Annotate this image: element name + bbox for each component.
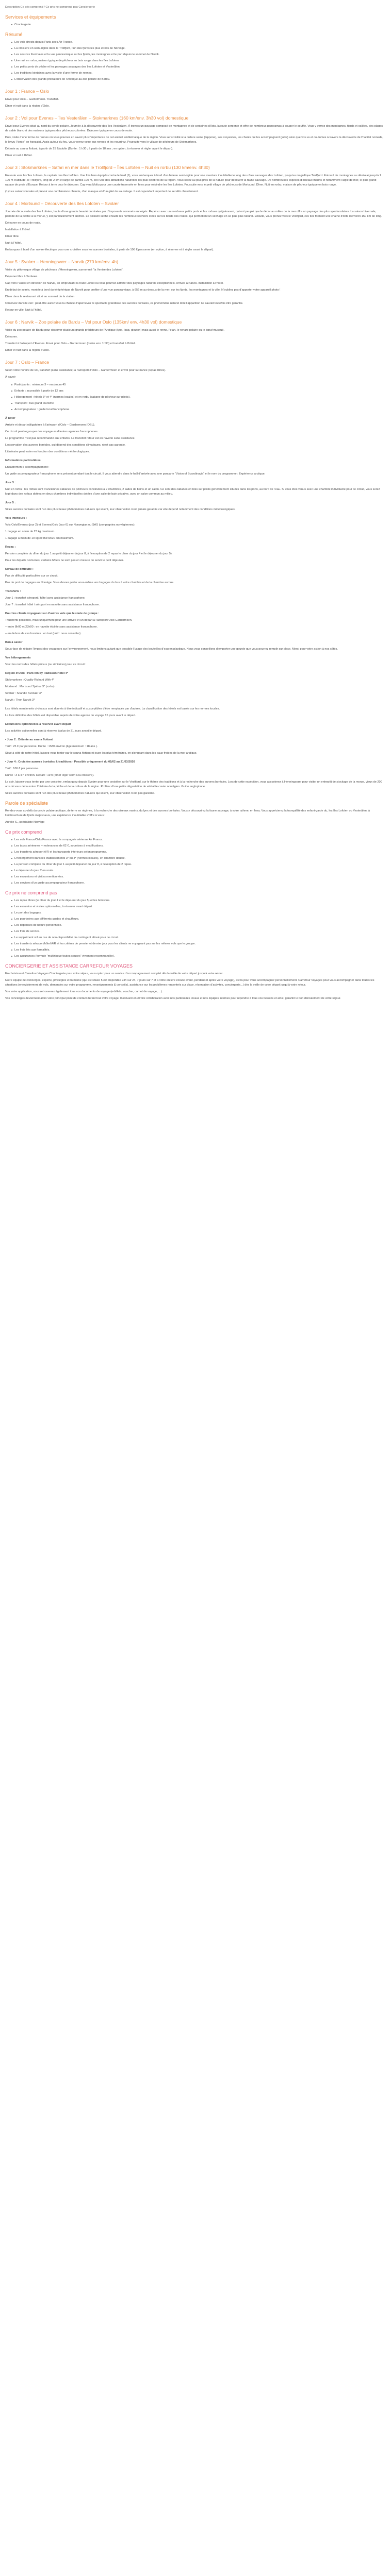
exclus-item: Les transferts aéroport/hôtel A/R et les critères de premier et dernier jour pour les clients ne voyageant pas sur les mêmes vols que le groupe. — [11, 942, 386, 946]
detail-paragraph: Pas de difficulté particulière sur ce circuit. — [5, 574, 58, 578]
exclus-item: Le supplément vol en cas de non-disponibilité du contingent alloué pour ce circuit. — [11, 936, 386, 940]
day-paragraph: Retour en ville. Nuit à l’hôtel. — [5, 309, 42, 312]
resume-item: Les petits ports de pêche et les paysages sauvages des îles Lofoten et Vesterålen. — [11, 65, 386, 70]
day-paragraph: Nuit à l’hôtel. — [5, 242, 22, 245]
day-title: Jour 7 : Oslo – France — [5, 360, 50, 365]
detail-paragraph: Tarif : 106 € par personne. — [5, 767, 39, 770]
detail-title: Repas : — [5, 546, 16, 549]
resume-item: Les sources thermales et la vue panoramique sur les fjords, les montagnes et le port depuis le sommet de Narvik. — [11, 53, 386, 57]
resume-title: Résumé — [5, 32, 23, 37]
detail-paragraph: L’observation des aurores boréales, qui dépend des conditions climatiques, n’est pas garantie. — [5, 444, 126, 447]
inclus-item: Les services d’un guide accompagnateur francophone. — [11, 881, 386, 886]
page — [0, 0, 391, 1013]
exclus-item: Les dépenses de nature personnelle. — [11, 923, 386, 928]
detail-paragraph: L’itinéraire peut varier en fonction des conditions météorologiques. — [5, 450, 90, 453]
detail-paragraph: 1 bagage à main de 10 kg et 55x40x20 cm maximum. — [5, 537, 74, 540]
details-section — [5, 416, 386, 796]
day-paragraph: Dîner dans le restaurant situé au sommet de la station. — [5, 295, 75, 298]
concierge-paragraph: Vos concierges deviennent alors votre principal point de contact durant tout votre voyage. Inscrivant en étroite collaboration avec nos partenaires locaux et nos équipes internes pour répondre à tous vos besoins et ainsi, garantir le bon déroulement de votre séjour. — [5, 997, 341, 1000]
detail-block — [5, 656, 386, 667]
parole-block — [5, 809, 386, 825]
info-list — [11, 383, 386, 412]
concierge-paragraph: En choisissant Carrefour Voyages Conciergerie pour votre séjour, vous optez pour un service d’accompagnement complet dès la veille de votre départ jusqu’à votre retour. — [5, 972, 223, 975]
inclus-title: Ce prix comprend — [5, 829, 42, 835]
detail-title: Vos hébergements — [5, 656, 31, 659]
info-item: Enfants : accessible à partir de 12 ans — [11, 389, 386, 394]
resume-list — [11, 40, 386, 82]
day-block — [5, 200, 386, 252]
day-title: Jour 6 : Narvik – Zoo polaire de Bardu – Vol pour Oslo (135km/ env. 4h30 vol) domestique — [5, 319, 182, 325]
detail-title: Jour 3 : — [5, 481, 16, 484]
day-paragraph: En début de soirée, montée à bord du téléphérique de Narvik pour profiter d’une vue panoramique, à 656 m au-dessus de la mer, sur les fjords, les montagnes et la ville. N’oubliez pas d’apporter votre appareil photo ! — [5, 289, 281, 292]
day-paragraph: Selon votre horaire de vol, transfert (sans assistance) à l’aéroport d’Oslo – Gardermoen et envol pour la France (repas libres). — [5, 369, 166, 372]
services-title: Services et équipements — [5, 14, 56, 20]
detail-paragraph: Tarif : 25 € par personne. Durée : 1h30 environ (âge minimum : 18 ans ). — [5, 745, 98, 748]
detail-paragraph: Si les aurores boréales sont l’un des plus beaux phénomènes naturels qui soient, leur observation n’est pas garantie. — [5, 792, 155, 795]
resume-item: Une nuit en rorbu, maison typique de pêcheur en bois rouge dans les îles Lofoten. — [11, 59, 386, 63]
exclus-item: Les assurances (formule “multirisque toutes causes” vivement recommandée). — [11, 954, 386, 959]
day-paragraph: En route vers les îles Lofoten, la capitale des îles Lofoten. Une fois bien équipés contre le froid (1), vous embarquez à bord d’un bateau semi-rigide pour une aventure inoubliable le long des côtes sauvages des Lofoten, jusqu’au magnifique Trollfjord. Entouré de montagnes au dénivelé jusqu’à 1 100 m d’altitude, le Trollfjord, long de 2 km et large de parfois 100 m, est l’une des attractions naturelles les plus célèbres de la région. Vous serez au plus près de la nature pour découvrir la faune sauvage. De nombreuses espèces d’oiseaux marins et notamment l’aigle de mer, le plus grand rapace de proie d’Europe. Retour à terre pour le déjeuner. Cap vers Moltu pour une courte traversée en ferry pour rejoindre les îles Lofoten. Poursuite vers le petit village de pêcheurs de Mortsund. Dîner. Nuit en rorbu, maison de pêcheur typique en bois rouge. — [5, 174, 381, 187]
info-item: Participants : minimum 3 – maximum 45 — [11, 383, 386, 387]
day-block — [5, 115, 386, 158]
day-paragraph: Puis, visite d’une ferme de rennes où vous pourrez en savoir plus l’importance de cet animal emblématique de la région. Vous serez initié à la culture same (lappone), ses croyances, les chants qui les accompagnent (joiks) ainsi que vos us et coutumes à travers la découverte de l’habitat nomade, le lavvu (“tente” en français). Assis autour du feu, vous verrez votre eux rennes et les nourrirez. Poursuite vers le village de pêcheurs de Stokmarknes. — [5, 136, 383, 144]
detail-paragraph: Pension complète du dîner du jour 1 au petit déjeuner du jour 8, à l’exception de 2 repas le dîner du jour 4 et le déjeuner du jour 5). — [5, 552, 173, 555]
concierge-paragraph: Notre équipe de concierges, experte, privilégiée et humaine (qui est située 5 est disponible 24h sur 24, 7 jours sur 7 et a votre entière écoute avant, pendant et après votre voyage), est là pour vous accompagner personnellement. Carrefour Voyages pour vous accompagner dans toutes les situations (enregistrement de vols, demandes sur votre programme, renseignements & conseils), assistance sur les problèmes rencontrés sur place, réservation d’activités, conciergerie...) dès la veille de votre départ jusqu’à votre retour. — [5, 979, 374, 987]
exclus-item: Les frais liés aux formalités. — [11, 948, 386, 953]
parole-paragraph: Aurelie S., spécialiste Norvège — [5, 821, 45, 824]
detail-block — [5, 516, 386, 541]
detail-paragraph: Jour 1 : transfert aéroport / hôtel avec assistance francophone. — [5, 597, 86, 600]
detail-paragraph: Jour 7 : transfert hôtel / aéroport en navette sans assistance francophone. — [5, 603, 100, 606]
detail-title: Bon à savoir — [5, 641, 23, 644]
concierge-block — [5, 972, 386, 1001]
detail-paragraph: Ce circuit peut regrouper des voyageurs d’autres agences francophones. — [5, 430, 99, 433]
detail-paragraph: Transferts possibles, mais uniquement pour une arrivée et un départ à l’aéroport Oslo Gardermoen. — [5, 619, 133, 622]
services-list — [11, 23, 386, 27]
resume-item: L’observation des grands prédateurs de l’Arctique au zoo polaire de Bardu. — [11, 77, 386, 82]
day-paragraph: Déjeuner en cours de route. — [5, 222, 41, 225]
detail-paragraph: Mortsund : Mortsund Sjøhus 3* (rorbu) — [5, 685, 55, 688]
detail-block — [5, 589, 386, 607]
day-title: Jour 3 : Stokmarknes – Safari en mer dans le Trollfjord – Îles Lofoten – Nuit en rorbu (130 km/env. 4h30) — [5, 165, 210, 170]
detail-title: • Jour 2 : Détente au sauna flottant — [5, 738, 53, 741]
day-block — [5, 319, 386, 353]
day-paragraph: Observez dans le ciel : peut-être aurez vous la chance d’apercevoir le spectacle grandiose des aurores boréales, ce phénomène naturel dont l’apparition ne saurait toutefois être garantie. — [5, 302, 243, 305]
day-paragraph: Déjeuner libre à Svolvær. — [5, 275, 38, 278]
day-paragraph: Envol pour Evenes situé au nord du cercle polaire. Journée à la découverte des îles Vesterålen. À travers un paysage composé de montagnes et de centaines d’îlots, la route serpente et offre de nombreux panoramas à couper le souffle. Vous y verrez des montagnes, fjords et vallées, des plages de sable blanc et des maisons typiques des pêcheurs colorées. Déjeuner typique en cours de route. — [5, 125, 383, 132]
detail-title: Transferts : — [5, 590, 21, 593]
detail-paragraph: Situé à côté de notre hôtel, laissez-vous tenter par le sauna flottant et jouer les plus téméraires, en plongeant dans les eaux froides de la mer arctique. — [5, 752, 198, 755]
day-paragraph: Visite du pittoresque village de pêcheurs d’Henningsvær, surnommé “la Venise des Lofoten”. — [5, 268, 124, 272]
detail-paragraph: Stokmarknes : Quality Richard With 4* — [5, 679, 55, 682]
detail-block — [5, 671, 386, 703]
day-block — [5, 164, 386, 194]
day-paragraph: Dîner et nuit dans la région d’Oslo. — [5, 349, 50, 352]
detail-block — [5, 707, 386, 718]
detail-paragraph: Nuit en rorbu : les rorbus sont d’anciennes cabanes de pêcheurs construites à 2 chambres, 2 salles de bains et un salon. Ce sont des cabanes en bois sur pilotis généralement situées dans les ports, au bord de l’eau. Si vous êtes venus avec une chambre individuelle pour ce circuit, vous serez logé dans des rorbus dotées en deux chambres individuelles dotées d’une salle de bain privative, avec un salon commun au milieu. — [5, 488, 380, 496]
detail-paragraph: – entre 8h00 et 23h00 : en navette étoilée sans assistance francophone. — [5, 625, 98, 629]
inclus-item: Les taxes aériennes + redevances de 62 €, soumises à modifications. — [11, 844, 386, 849]
inclus-item: La pension complète du dîner du jour 1 au petit déjeuner du jour 8, à l’exception de 2 repas. — [11, 862, 386, 867]
inclus-item: Les excursions et visites mentionnées. — [11, 875, 386, 879]
detail-paragraph: Pas de port de bagages en Norvège. Vous devrez porter vous-même vos bagages du bus à votre chambre et de la chambre au bus. — [5, 581, 174, 584]
detail-title: Niveau de difficulté : — [5, 568, 34, 571]
detail-block — [5, 640, 386, 652]
detail-block — [5, 501, 386, 512]
day-paragraph: Visite du zoo polaire de Bardu pour observer plusieurs grands prédateurs de l’Arctique (lynx, loup, glouton) mais aussi le renne, l’élan, le renard polaire ou le bœuf musqué. — [5, 329, 224, 332]
day-paragraph: Cap vers l’Ouest en direction de Narvik, en empruntant la route Lofast où vous pourrez admirer des paysages naturels exceptionnels. Arrivée à Narvik. Installation à l’hôtel. — [5, 282, 224, 285]
detail-title: Jour 5 : — [5, 501, 16, 504]
detail-paragraph: Un guide accompagnateur francophone sera présent pendant tout le circuit. Il vous attendra dans le hall d’arrivée avec une pancarte “Vision of Scandinavia” et le nom du programme : Expérience arctique. — [5, 472, 266, 476]
detail-paragraph: Encadrement / accompagnement : — [5, 466, 50, 469]
day-paragraph: À savoir — [5, 376, 16, 379]
detail-block — [5, 567, 386, 585]
inclus-item: Les vols France/Oslo/France avec la compagnie aérienne Air France. — [11, 838, 386, 842]
exclus-item: Les excursion et visites optionnelles, à réserver avant départ. — [11, 905, 386, 909]
day-title: Jour 2 : Vol pour Evenes – Îles Vesterålen – Stokmarknes (160 km/env. 3h30 vol) domestique — [5, 115, 189, 121]
resume-item: La croisière en semi-rigide dans le Trollfjord, l’un des fjords les plus étroits de Norvège. — [11, 46, 386, 51]
detail-paragraph: Svolær : Scandic Svolvær 3* — [5, 692, 42, 695]
detail-title: Région d’Oslo : Park Inn by Radisson Hotel 4* — [5, 672, 69, 675]
service-item: Conciergerie — [11, 23, 386, 27]
exclus-title: Ce prix ne comprend pas — [5, 890, 57, 895]
detail-block — [5, 722, 386, 734]
detail-paragraph: – en dehors de ces horaires : en taxi (tarif : nous consulter). — [5, 632, 82, 635]
inclus-item: L’hébergement dans les établissements 3* ou 4* (normes locales), en chambre double. — [11, 856, 386, 861]
exclus-list — [11, 899, 386, 959]
day-paragraph: Dîner libre. — [5, 235, 20, 238]
detail-paragraph: Sous-face de réduire l’impact des voyageurs sur l’environnement, nous limitons autant que possible l’usage des bouteilles d’eau en plastique. Nous vous conseillons d’emporter une gourde que vous pourrez remplir sur place. Merci pour votre action à nos côtés. — [5, 648, 338, 651]
exclus-item: Les pourboires aux différents guides et chauffeurs. — [11, 917, 386, 922]
info-item: Transport : bus grand tourisme — [11, 401, 386, 406]
detail-block — [5, 545, 386, 563]
detail-title: • Jour 4 : Croisière aurores boréales & traditions - Possible uniquement du 01/02 au 21/03/2026 — [5, 760, 135, 764]
detail-block — [5, 459, 386, 477]
day-block — [5, 259, 386, 313]
detail-block — [5, 416, 386, 454]
detail-title: Excursions optionnelles à réserver avant départ — [5, 723, 71, 726]
detail-title: À noter — [5, 417, 15, 420]
detail-paragraph: Arrivée et départ obligatoires à l’aéroport d’Oslo – Gardermoen (OSL). — [5, 423, 95, 427]
day-paragraph: Embarquez à bord d’un navire électrique pour une croisière sous les aurores boréales, à partir de 106 €/personne (en option, à réserver et à régler avant le départ). — [5, 248, 214, 251]
detail-paragraph: Voici les noms des hôtels prévus (ou similaires) pour ce circuit : — [5, 663, 86, 666]
day-paragraph: Détente au sauna flottant, à partir de 25 €/adulte (Durée : 1 h30 ; à partir de 18 ans ; en option, à réserver et régler avant le départ). — [5, 147, 173, 150]
exclus-item: Le port des bagages. — [11, 911, 386, 916]
detail-paragraph: Narvik : Thon Narvik 3* — [5, 699, 35, 702]
day-title: Jour 1 : France – Oslo — [5, 89, 50, 94]
day-paragraph: Installation à l’hôtel. — [5, 228, 31, 231]
inclus-item: Le déjeuner du jour 2 en route. — [11, 869, 386, 873]
detail-paragraph: Vols Oslo/Evenes (jour 2) et Evenes/Oslo (jour 6) sur Norwegian ou SAS (compagnies norvégiennes). — [5, 523, 136, 527]
concierge-paragraph: Vos votre application, vous retrouverez également tous vos documents de voyage (e-billets, voucher, carnet de voyage, ...). — [5, 990, 163, 993]
detail-title: Informations particulières — [5, 459, 41, 462]
day-paragraph: Transfert à l’aéroport d’Evenes. Envol pour Oslo – Gardermoen (durée env. 1h30) et transfert à l’hôtel. — [5, 342, 136, 345]
parole-title: Parole de spécialiste — [5, 801, 48, 806]
parole-paragraph: Rendez-vous au-delà du cercle polaire arctique, de terre en régimes, à la recherche des oiseaux marins, du lynx et des aurores boréales. Vous y découvrirez la faune sauvage, à votre rythme, en ferry. Vous apprécierez la tranquillité des enfant-garde du, les îles Lofoten ou Vesterålen, à l’embouchure de fjords majestueux, une expérience inoubliable s’offre à vous ! — [5, 809, 370, 817]
day-title: Jour 5 : Svolær – Henningsvær – Narvik (270 km/env. 4h) — [5, 259, 119, 264]
detail-paragraph: La liste définitive des hôtels est disponible auprès de votre agence de voyage 15 jours avant le départ. — [5, 714, 136, 717]
breadcrumb: Description Ce prix comprend / Ce prix ne comprend pas Conciergerie — [5, 6, 95, 9]
concierge-title: CONCIERGERIE ET ASSISTANCE CARREFOUR VOYAGES — [5, 963, 133, 969]
detail-paragraph: Pour les départs nocturnes, certains hôtels ne sont pas en mesure de servir le petit déjeuner. — [5, 559, 124, 562]
day-paragraph: Journée découverte des îles Lofoten, hauts d’une grande beauté dominées par d’imposants sommets enneigés. Repérez avec un nombreux petits ports et les rorbuer qui jalonnent, qui ont peuplé que le décor au milieu de la mer offre un paysage des plus spectaculaires. La saison hivernale, période de la pêche à la morue, y est particulièrement animée. Le poisson séché ensuite les nombreux séchoirs créés sur les bords des routes, qui permettent un séchage en se plus plus naturel. Ensuite, vous prenez vers le Vestfjord, ces îles forment une chaîne d’îlots d’environ 150 km de long. — [5, 210, 382, 218]
day-paragraph: Envol pour Oslo – Gardermoen. Transfert. — [5, 98, 59, 101]
inclus-list — [11, 838, 386, 886]
detail-title: Pour les clients voyageant sur d’autres vols que le route de groupe : — [5, 612, 100, 615]
detail-block — [5, 612, 386, 636]
detail-block — [5, 481, 386, 497]
detail-paragraph: Le programme n’est pas recommandé aux enfants. Le transfert retour est en navette sans assistance. — [5, 437, 136, 440]
resume-item: Les vols directs depuis Paris avec Air France. — [11, 40, 386, 45]
detail-paragraph: Durée : 3 à 4 h environ. Départ : 19 h (dîner léger servi à la croisière). — [5, 774, 94, 777]
detail-paragraph: Les activités optionnelles sont à réserver à plus de 31 jours avant le départ. — [5, 730, 102, 733]
day-paragraph: Déjeuner. — [5, 335, 18, 338]
info-item: Hébergement : hôtels 3* et 4* (normes locales) et en rorbu (cabane de pêcheur sur pilotis). — [11, 395, 386, 400]
detail-paragraph: 1 bagage en soute de 23 kg maximum. — [5, 530, 55, 533]
detail-block — [5, 738, 386, 756]
itinerary — [5, 88, 386, 380]
resume-item: Les traditions lointaines avec la visite d’une ferme de rennes. — [11, 71, 386, 76]
detail-block — [5, 760, 386, 796]
detail-paragraph: Le soir, laissez-vous tenter par une croisière, embarquez depuis Svolær pour une croisière sur le Vestfjord, sur le thème des traditions et à la recherche des aurores boréales. Lors de cette expédition, vous accosterez à Henningsvær pour visiter un entrepôt de stockage de la morue, vieux de 200 ans où vous découvrirez l’histoire de la pêche et de la culture de la région. Profitez d’une petite dégustation de véritable caviar norvégien. Guide anglophone. — [5, 781, 382, 788]
inclus-item: Les transferts aéroport A/R et les transports intérieurs selon programme. — [11, 850, 386, 855]
day-block — [5, 359, 386, 380]
detail-paragraph: Si les aurores boréales sont l’un des plus beaux phénomènes naturels qui soient, leur observation n’est jamais garantie car elle dépend notamment des conditions météorologiques. — [5, 508, 236, 511]
day-paragraph: Dîner et nuit à l’hôtel. — [5, 154, 32, 157]
info-item: Accompagnateur : guide local francophone — [11, 408, 386, 412]
day-block — [5, 88, 386, 109]
detail-paragraph: Les hôtels mentionnés ci-dessus sont donnés à titre indicatif et susceptibles d’être remplacés par d’autres. La classification des hôtels est basée sur les normes locales. — [5, 707, 220, 710]
day-paragraph: Dîner et nuit dans la région d’Oslo. — [5, 105, 50, 108]
exclus-item: Les repas libres (le dîner du jour 4 et le déjeuner du jour 5) et les boissons. — [11, 899, 386, 903]
day-title: Jour 4 : Mortsund – Découverte des îles Lofoten – Svolær — [5, 201, 119, 206]
exclus-item: Les frais de service. — [11, 929, 386, 934]
detail-title: Vols intérieurs : — [5, 517, 27, 520]
day-paragraph: (1) Les saisons locales et prévoir une combinaison chaude, d’un masque et d’un gilet de sauvetage. Il est cependant important de se vêtir chaudement. — [5, 190, 199, 193]
